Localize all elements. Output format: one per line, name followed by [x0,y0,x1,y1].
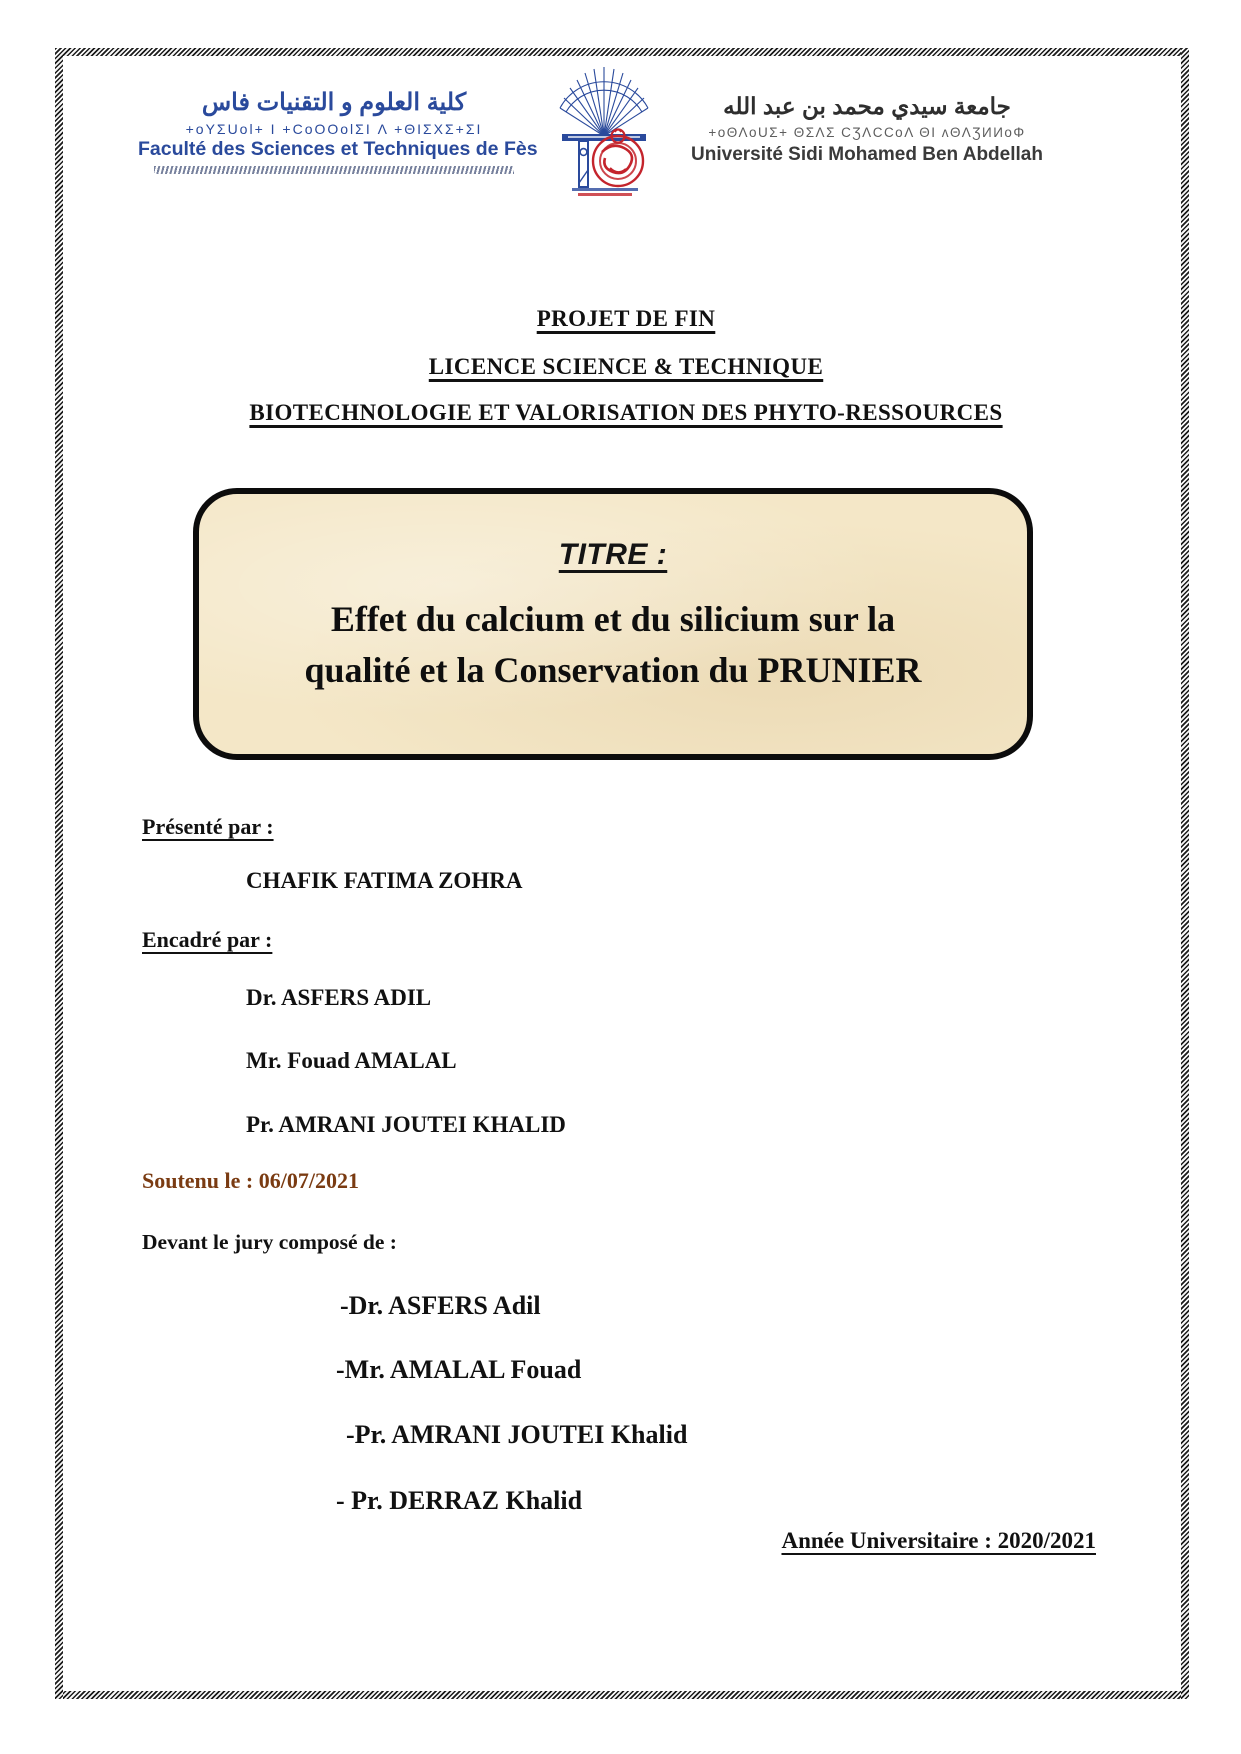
academic-year: Année Universitaire : 2020/2021 [781,1528,1096,1553]
university-name-arabic: جامعة سيدي محمد بن عبد الله [723,93,1011,119]
title-box [193,488,1033,760]
supervisor-name: Mr. Fouad AMALAL [246,1048,457,1073]
emblem-fan [560,67,648,136]
page-border-left [55,48,63,1699]
supervisor-name: Dr. ASFERS ADIL [246,985,432,1010]
title-box-label: TITRE : [558,538,668,571]
page-border-bottom [55,1691,1189,1699]
heading-projet-de-fin: PROJET DE FIN [536,306,716,331]
thesis-title-line1: Effet du calcium et du silicium sur la [330,599,896,639]
jury-member: -Pr. AMRANI JOUTEI Khalid [346,1420,688,1449]
heading-biotechnologie: BIOTECHNOLOGIE ET VALORISATION DES PHYTO-RESSOURCES [249,400,1003,425]
page-border-right [1181,48,1189,1699]
faculty-decorative-rule [154,166,515,174]
emblem-caption-bar-red [578,193,632,196]
page-border [55,48,1189,1699]
defense-date: Soutenu le : 06/07/2021 [142,1168,359,1193]
jury-label: Devant le jury composé de : [142,1230,397,1254]
supervisor-name: Pr. AMRANI JOUTEI KHALID [246,1112,566,1137]
page-border-top [55,48,1189,56]
presented-by-name: CHAFIK FATIMA ZOHRA [246,868,523,893]
university-header-block [662,92,1072,166]
university-emblem-logo [548,60,660,198]
jury-member: - Pr. DERRAZ Khalid [336,1486,583,1515]
faculty-header-block [138,88,538,174]
jury-member: -Dr. ASFERS Adil [340,1291,541,1320]
emblem-minaret [579,141,588,187]
university-name-french: Université Sidi Mohamed Ben Abdellah [691,143,1043,165]
faculty-name-arabic: كلية العلوم و التقنيات فاس [201,89,467,116]
thesis-title-line2: qualité et la Conservation du PRUNIER [304,650,922,690]
faculty-name-french: Faculté des Sciences et Techniques de Fès [138,138,538,160]
faculty-name-tifinagh: +oYΣUol+ I +CoOOolΣI Λ +ΘIΣXΣ+ΣI [185,121,483,137]
heading-licence: LICENCE SCIENCE & TECHNIQUE [428,354,824,379]
emblem-caption-bar-blue [572,188,638,191]
presented-by-label: Présenté par : [142,814,274,839]
supervised-by-label: Encadré par : [142,927,273,952]
thesis-title [199,594,1027,696]
university-name-tifinagh: +oΘΛoUΣ+ ΘΣΛΣ CƷΛCCoΛ ΘI ʌΘΛƷИИoΦ [708,124,1026,140]
jury-member: -Mr. AMALAL Fouad [336,1355,582,1384]
